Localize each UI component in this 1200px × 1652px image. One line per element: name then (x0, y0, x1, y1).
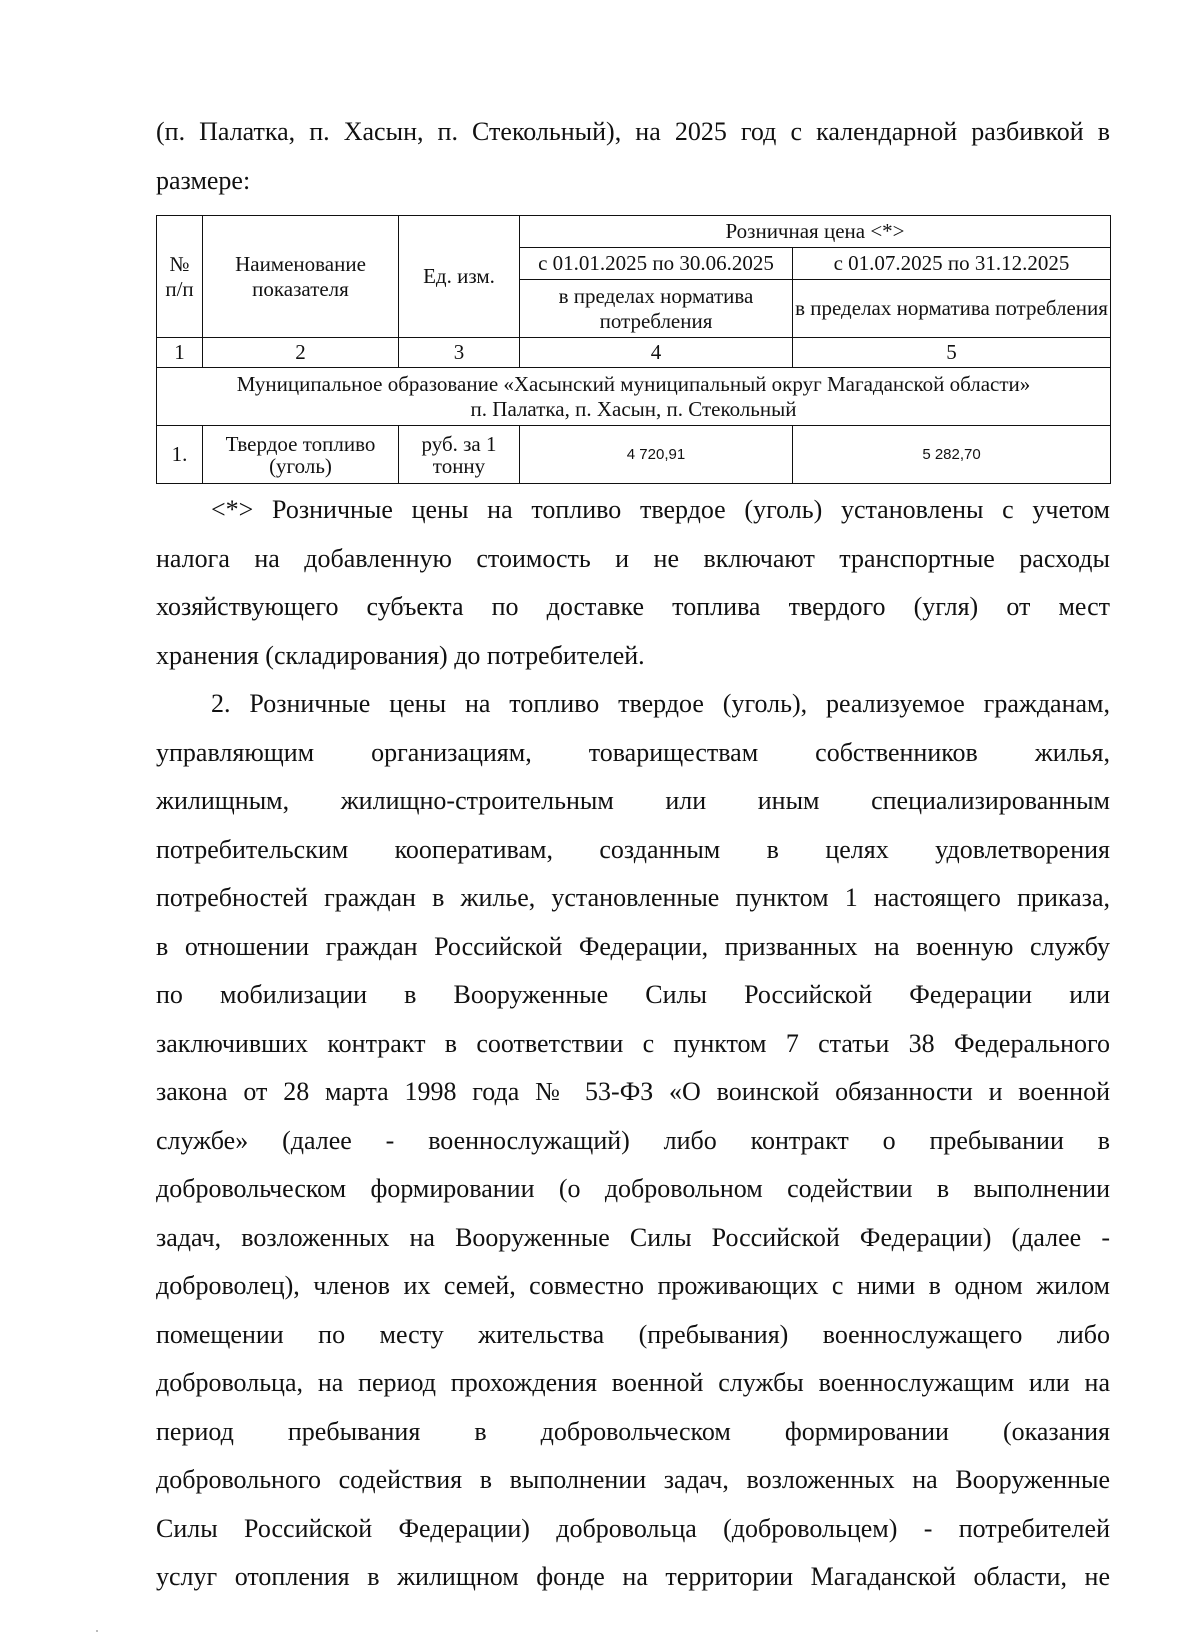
footnote-line: хранения (складирования) до потребителей. (156, 640, 645, 670)
paragraph-line: Силы Российской Федерации) добровольца (добровольцем) - потребителей (156, 1513, 1110, 1543)
region-line: п. Палатка, п. Хасын, п. Стекольный (470, 396, 797, 421)
paragraph-line: добровольческом формировании (о добровольном содействии в выполнении (156, 1174, 1110, 1203)
row-unit: руб. за 1 тонну (399, 426, 520, 484)
region-cell (157, 368, 1111, 426)
paragraph-line: период пребывания в добровольческом формировании (оказания (156, 1416, 1110, 1446)
paragraph-line: потребительским кооперативам, созданным в целях удовлетворения (156, 834, 1110, 864)
footnote-line: хозяйствующего субъекта по доставке топлива твердого (угля) от мест (156, 592, 1110, 621)
paragraph-line: 2. Розничные цены на топливо твердое (уголь), реализуемое гражданам, (211, 689, 1110, 718)
index-cell: 2 (203, 338, 399, 368)
row-num: 1. (157, 426, 203, 484)
index-cell: 5 (793, 338, 1111, 368)
price-table (156, 215, 1111, 484)
paragraph-line: службе» (далее - военнослужащий) либо контракт о пребывании в (156, 1125, 1110, 1155)
header-period-1: с 01.01.2025 по 30.06.2025 (520, 248, 793, 280)
index-cell: 3 (399, 338, 520, 368)
row-price-1: 4 720,91 (520, 426, 793, 484)
paragraph-line: управляющим организациям, товариществам собственников жилья, (156, 737, 1110, 767)
paragraph-line: помещении по месту жительства (пребывания) военнослужащего либо (156, 1319, 1110, 1349)
header-num: № п/п (157, 216, 203, 338)
paragraph-line: доброволец), членов их семей, совместно проживающих с ними в одном жилом (156, 1271, 1110, 1300)
footnote-line: налога на добавленную стоимость и не включают транспортные расходы (156, 543, 1110, 573)
region-line: Муниципальное образование «Хасынский муниципальный округ Магаданской области» (236, 371, 1031, 396)
paragraph-line: закона от 28 марта 1998 года № 53-ФЗ «О воинской обязанности и военной (156, 1077, 1110, 1106)
header-norm-2: в пределах норматива потребления (793, 280, 1111, 338)
intro-line: размере: (156, 165, 251, 195)
header-norm-1: в пределах норматива потребления (520, 280, 793, 338)
document-page (156, 108, 1110, 1602)
scan-speck (96, 1630, 98, 1632)
row-name: Твердое топливо (уголь) (203, 426, 399, 484)
header-retail-price: Розничная цена <*> (520, 216, 1111, 248)
header-name: Наименование показателя (203, 216, 399, 338)
paragraph-line: жилищным, жилищно-строительным или иным специализированным (156, 786, 1110, 815)
intro-line: (п. Палатка, п. Хасын, п. Стекольный), на 2025 год с календарной разбивкой в (156, 117, 1110, 146)
paragraph-line: добровольного содействия в выполнении задач, возложенных на Вооруженные (156, 1465, 1110, 1494)
paragraph-line: по мобилизации в Вооруженные Силы Российской Федерации или (156, 980, 1110, 1009)
footnote-line: <*> Розничные цены на топливо твердое (уголь) установлены с учетом (211, 495, 1110, 524)
index-cell: 4 (520, 338, 793, 368)
header-unit: Ед. изм. (399, 216, 520, 338)
index-cell: 1 (157, 338, 203, 368)
header-period-2: с 01.07.2025 по 31.12.2025 (793, 248, 1111, 280)
paragraph-line: заключивших контракт в соответствии с пунктом 7 статьи 38 Федерального (156, 1028, 1110, 1058)
paragraph-line: добровольца, на период прохождения военной службы военнослужащим или на (156, 1368, 1110, 1397)
paragraph-line: задач, возложенных на Вооруженные Силы Российской Федерации) (далее - (156, 1222, 1110, 1252)
row-price-2: 5 282,70 (793, 426, 1111, 484)
paragraph-line: в отношении граждан Российской Федерации, призванных на военную службу (156, 931, 1110, 961)
paragraph-line: услуг отопления в жилищном фонде на территории Магаданской области, не (156, 1562, 1110, 1591)
paragraph-line: потребностей граждан в жилье, установленные пунктом 1 настоящего приказа, (156, 883, 1110, 912)
